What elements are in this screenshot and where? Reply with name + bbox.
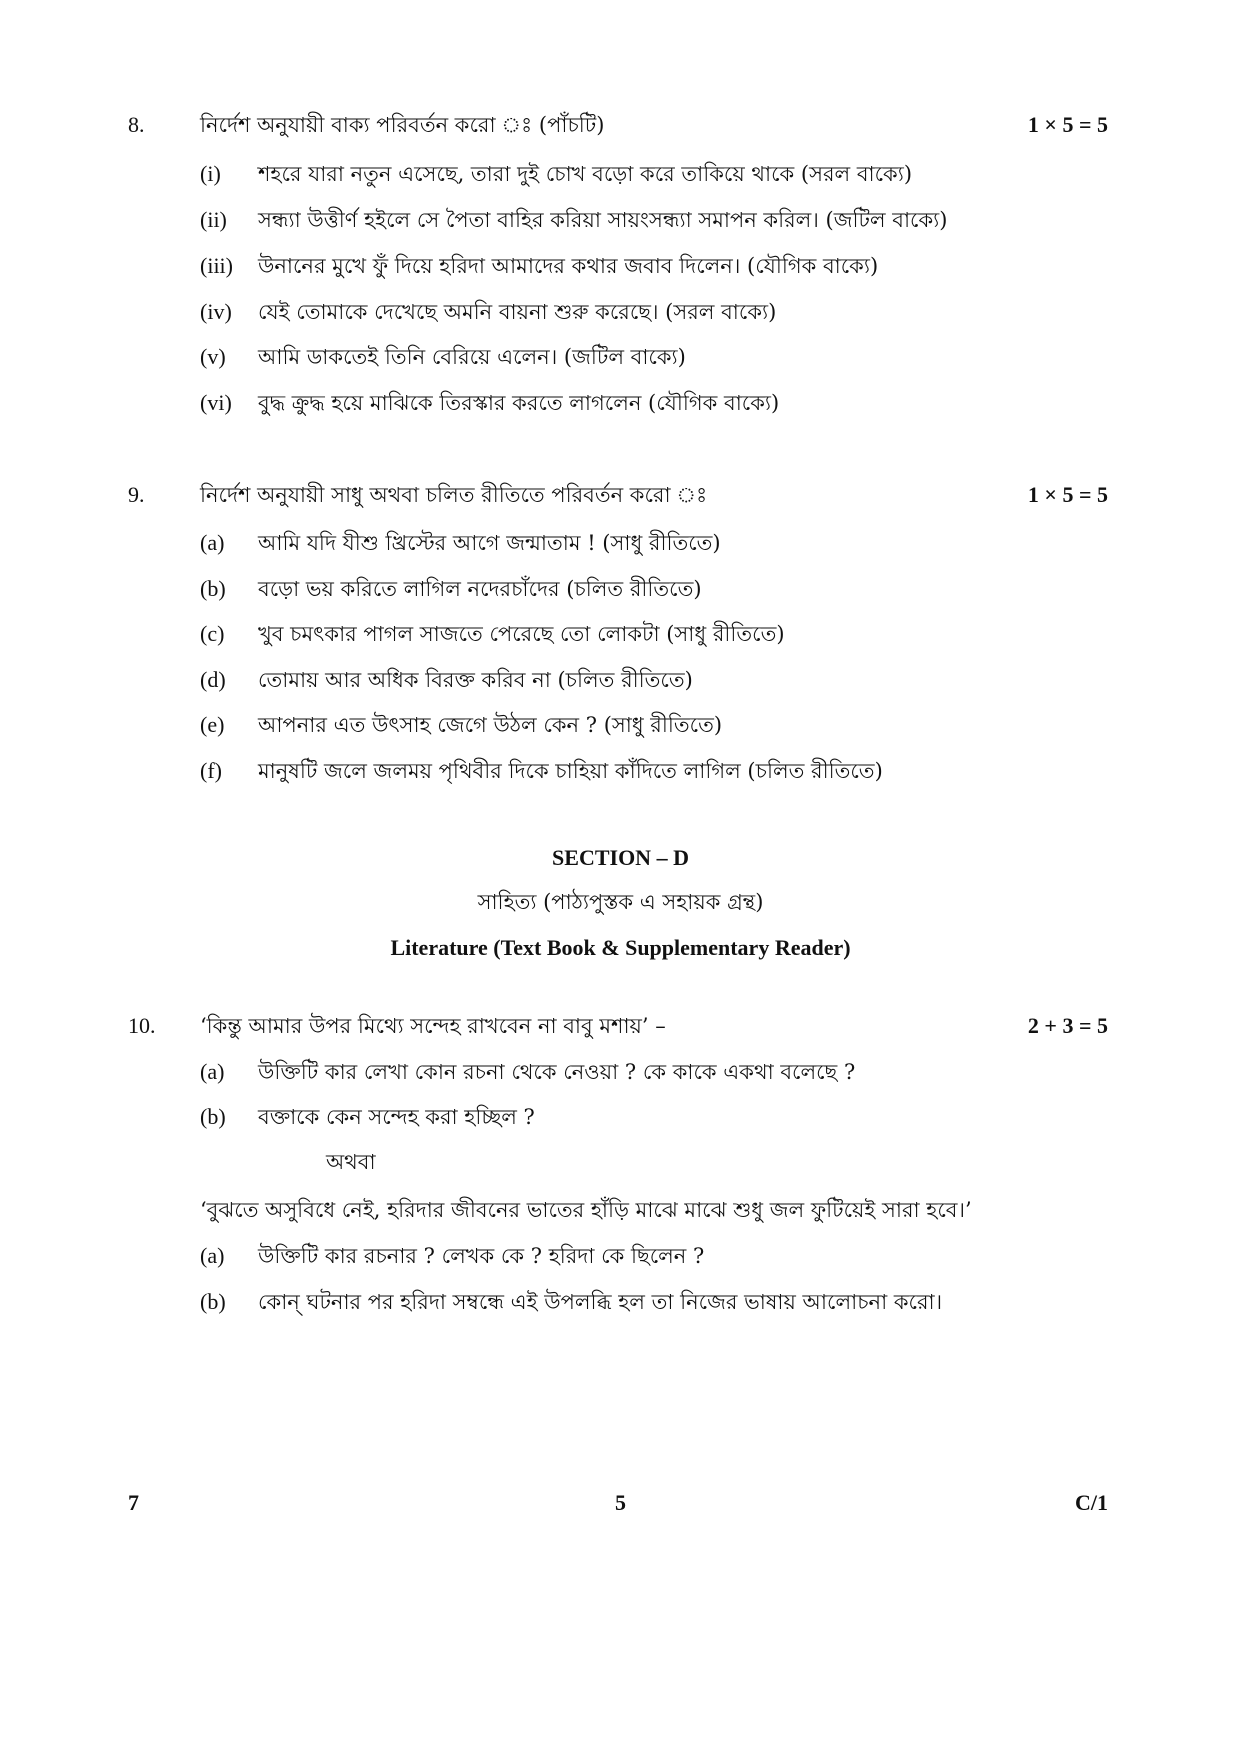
marks-allocation: 2 + 3 = 5: [1027, 1013, 1108, 1038]
list-item: [0, 705, 1241, 745]
item-label: (b): [200, 576, 226, 601]
or-label: অথবা: [326, 1150, 376, 1174]
list-item: [0, 1282, 1241, 1322]
marks-allocation: 1 × 5 = 5: [1027, 482, 1108, 507]
item-label: (d): [200, 667, 226, 692]
item-label: (b): [200, 1289, 226, 1314]
item-label: (v): [200, 344, 226, 369]
list-item: [0, 569, 1241, 609]
footer-right: C/1: [1075, 1490, 1108, 1515]
list-item: [0, 200, 1241, 240]
list-item: [0, 751, 1241, 791]
item-text: উক্তিটি কার রচনার ? লেখক কে ? হরিদা কে ছিলেন ?: [258, 1244, 705, 1268]
item-text: উক্তিটি কার লেখা কোন রচনা থেকে নেওয়া ? কে কাকে একথা বলেছে ?: [258, 1060, 856, 1084]
list-item: [0, 523, 1241, 563]
question-8-header: [0, 105, 1241, 145]
item-text: আমি যদি যীশু খ্রিস্টের আগে জন্মাতাম ! (সাধু রীতিতে): [258, 531, 721, 555]
list-item: [0, 154, 1241, 194]
list-item: [0, 1097, 1241, 1137]
item-label: (b): [200, 1104, 226, 1129]
question-text: নির্দেশ অনুযায়ী সাধু অথবা চলিত রীতিতে পরিবর্তন করো ঃ: [200, 483, 708, 507]
item-text: বক্তাকে কেন সন্দেহ করা হচ্ছিল ?: [258, 1105, 535, 1129]
item-label: (iv): [200, 299, 232, 324]
item-text: আপনার এত উৎসাহ জেগে উঠল কেন ? (সাধু রীতিতে): [258, 713, 723, 737]
item-label: (a): [200, 530, 225, 555]
item-text: যেই তোমাকে দেখেছে অমনি বায়না শুরু করেছে। (সরল বাক্যে): [258, 300, 777, 324]
item-text: সন্ধ্যা উত্তীর্ণ হইলে সে পৈতা বাহির করিয়া সায়ংসন্ধ্যা সমাপন করিল। (জটিল বাক্যে): [258, 208, 948, 232]
item-label: (c): [200, 621, 225, 646]
item-text: আমি ডাকতেই তিনি বেরিয়ে এলেন। (জটিল বাক্যে): [258, 345, 686, 369]
list-item: [0, 1052, 1241, 1092]
list-item: [0, 292, 1241, 332]
item-text: তোমায় আর অধিক বিরক্ত করিব না (চলিত রীতিতে): [258, 668, 693, 692]
item-text: কোন্ ঘটনার পর হরিদা সম্বন্ধে এই উপলব্ধি হল তা নিজের ভাষায় আলোচনা করো।: [258, 1290, 943, 1314]
list-item: [0, 1236, 1241, 1276]
question-10-header: [0, 1006, 1241, 1046]
list-item: [0, 383, 1241, 423]
list-item: [0, 246, 1241, 286]
item-text: খুব চমৎকার পাগল সাজতে পেরেছে তো লোকটা (সাধু রীতিতে): [258, 622, 785, 646]
item-label: (i): [200, 161, 221, 186]
item-text: বড়ো ভয় করিতে লাগিল নদেরচাঁদের (চলিত রীতিতে): [258, 577, 702, 601]
section-heading: SECTION – D: [552, 845, 689, 870]
item-text: বুদ্ধ ক্রুদ্ধ হয়ে মাঝিকে তিরস্কার করতে লাগলেন (যৌগিক বাক্যে): [258, 391, 780, 415]
item-label: (ii): [200, 207, 227, 232]
item-text: উনানের মুখে ফুঁ দিয়ে হরিদা আমাদের কথার জবাব দিলেন। (যৌগিক বাক্যে): [258, 254, 879, 278]
page-number: 5: [615, 1490, 626, 1515]
section-subtitle-english: Literature (Text Book & Supplementary Reader): [390, 935, 851, 960]
item-text: শহরে যারা নতুন এসেছে, তারা দুই চোখ বড়ো করে তাকিয়ে থাকে (সরল বাক্যে): [258, 162, 913, 186]
question-number: 9.: [128, 482, 145, 507]
list-item: [0, 660, 1241, 700]
item-label: (a): [200, 1059, 225, 1084]
question-9-header: [0, 475, 1241, 515]
list-item: [0, 337, 1241, 377]
footer-left: 7: [128, 1490, 139, 1515]
marks-allocation: 1 × 5 = 5: [1027, 112, 1108, 137]
item-label: (e): [200, 712, 225, 737]
section-subtitle-bengali: সাহিত্য (পাঠ্যপুস্তক এ সহায়ক গ্রন্থ): [477, 890, 764, 914]
question-number: 8.: [128, 112, 145, 137]
item-label: (vi): [200, 390, 232, 415]
question-text: নির্দেশ অনুযায়ী বাক্য পরিবর্তন করো ঃ (পাঁচটি): [200, 113, 605, 137]
question-text: ‘কিন্তু আমার উপর মিথ্যে সন্দেহ রাখবেন না বাবু মশায়’ –: [200, 1014, 666, 1038]
item-label: (f): [200, 758, 222, 783]
list-item: [0, 614, 1241, 654]
item-text: মানুষটি জলে জলময় পৃথিবীর দিকে চাহিয়া কাঁদিতে লাগিল (চলিত রীতিতে): [258, 759, 883, 783]
item-label: (a): [200, 1243, 225, 1268]
alternative-quote: ‘বুঝতে অসুবিধে নেই, হরিদার জীবনের ভাতের হাঁড়ি মাঝে মাঝে শুধু জল ফুটিয়েই সারা হবে।’: [200, 1198, 972, 1222]
question-number: 10.: [128, 1013, 156, 1038]
item-label: (iii): [200, 253, 233, 278]
